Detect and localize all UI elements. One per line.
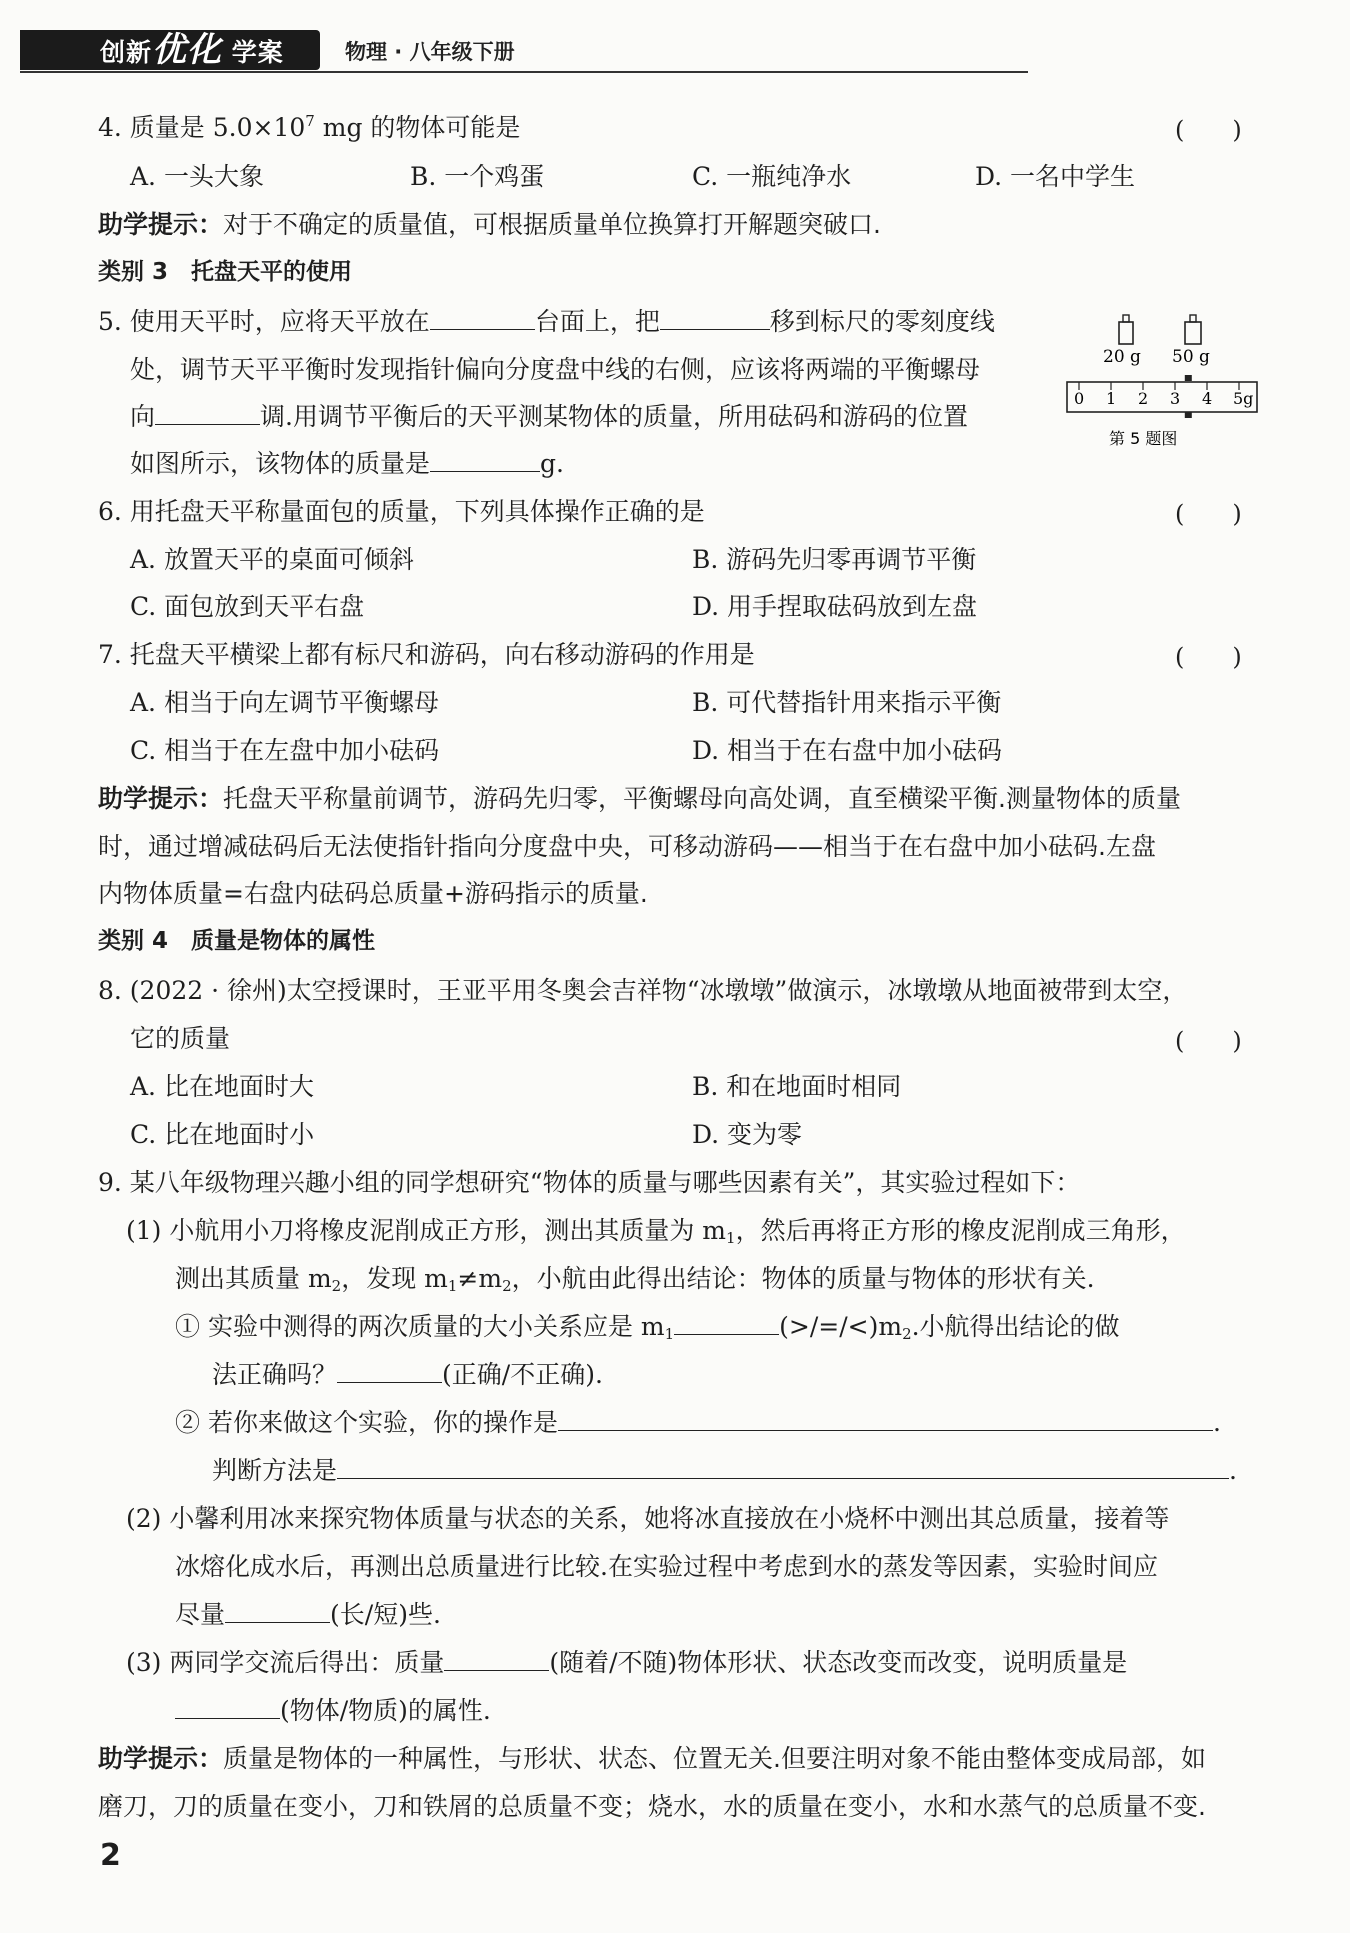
scale-ruler bbox=[1067, 382, 1257, 412]
q8-option-c: C. 比在地面时小 bbox=[130, 1120, 315, 1149]
hint-2-label: 助学提示： bbox=[98, 784, 224, 813]
q9-sub: 1 bbox=[726, 1229, 736, 1247]
q5-blank-4[interactable] bbox=[430, 449, 540, 472]
q9-part1-c2-line-1 bbox=[175, 1408, 1221, 1438]
rider-bottom-marker bbox=[1185, 412, 1192, 418]
q6-option-b: B. 游码先归零再调节平衡 bbox=[692, 545, 977, 574]
q9-sub: 2 bbox=[902, 1325, 912, 1343]
q4-option-d: D. 一名中学生 bbox=[975, 162, 1136, 191]
q4-stem-pre: 4. 质量是 5.0×10 bbox=[98, 113, 306, 142]
q8-option-b: B. 和在地面时相同 bbox=[692, 1072, 902, 1101]
scale-tick-label: 4 bbox=[1202, 389, 1213, 408]
q9-blank-time[interactable] bbox=[225, 1600, 330, 1623]
q9-text: (1) 小航用小刀将橡皮泥削成正方形，测出其质量为 m bbox=[126, 1216, 727, 1245]
q7-option-b: B. 可代替指针用来指示平衡 bbox=[692, 688, 1002, 717]
header-divider bbox=[20, 71, 1028, 73]
scale-ticks bbox=[1074, 382, 1253, 408]
q9-part1-c1-line-2 bbox=[212, 1360, 603, 1390]
q6-option-a: A. 放置天平的桌面可倾斜 bbox=[130, 545, 414, 574]
q9-part1-line-1 bbox=[126, 1216, 1186, 1246]
q9-part1-c2-line-2 bbox=[212, 1456, 1237, 1486]
q7-option-a: A. 相当于向左调节平衡螺母 bbox=[130, 688, 439, 717]
q9-text: ≠m bbox=[457, 1264, 503, 1293]
hint-3-line-1 bbox=[98, 1744, 1206, 1774]
q9-text: ① 实验中测得的两次质量的大小关系应是 m bbox=[175, 1312, 665, 1341]
hint-2-text: 托盘天平称量前调节，游码先归零，平衡螺母向高处调，直至横梁平衡.测量物体的质量 bbox=[223, 784, 1181, 813]
weight-20g-label: 20 g bbox=[1103, 347, 1141, 367]
q9-blank-property[interactable] bbox=[175, 1696, 280, 1719]
page-header bbox=[20, 30, 1040, 74]
q4-option-a: A. 一头大象 bbox=[130, 162, 264, 191]
page-number: 2 bbox=[100, 1838, 121, 1873]
q8-option-a: A. 比在地面时大 bbox=[130, 1072, 314, 1101]
q5-blank-1[interactable] bbox=[430, 307, 535, 330]
q9-text: ，发现 m bbox=[341, 1264, 448, 1293]
hint-2-line-3: 内物体质量=右盘内砝码总质量+游码指示的质量. bbox=[98, 879, 648, 908]
q9-text: 测出其质量 m bbox=[175, 1264, 332, 1293]
q6-stem: 6. 用托盘天平称量面包的质量，下列具体操作正确的是 bbox=[98, 497, 705, 526]
q4-option-b: B. 一个鸡蛋 bbox=[410, 162, 545, 191]
q5-text: 移到标尺的零刻度线 bbox=[769, 307, 995, 336]
hint-2-line-1 bbox=[98, 784, 1181, 814]
weight-50g-icon bbox=[1185, 315, 1201, 344]
weight-20g-icon bbox=[1119, 315, 1133, 344]
q8-option-d: D. 变为零 bbox=[692, 1120, 803, 1149]
q5-blank-3[interactable] bbox=[155, 402, 260, 425]
q9-blank-change[interactable] bbox=[444, 1648, 549, 1671]
q8-answer-paren: ( ) bbox=[1175, 1027, 1242, 1055]
q4-stem-exp: 7 bbox=[305, 112, 315, 130]
hint-1-label: 助学提示： bbox=[98, 210, 224, 239]
brand-emphasis: 优化 bbox=[152, 30, 223, 70]
figure-5-caption: 第 5 题图 bbox=[1109, 429, 1178, 448]
q9-text: . bbox=[1229, 1456, 1237, 1485]
brand-pre: 创新 bbox=[100, 38, 153, 67]
weight-50g-label: 50 g bbox=[1172, 347, 1210, 367]
q9-text: ② 若你来做这个实验，你的操作是 bbox=[175, 1408, 558, 1437]
hint-3-label: 助学提示： bbox=[98, 1744, 224, 1773]
brand-post: 学案 bbox=[231, 38, 284, 67]
q9-text: (长/短)些. bbox=[330, 1600, 441, 1629]
q9-sub: 1 bbox=[447, 1277, 458, 1295]
q9-text: (随着/不随)物体形状、状态改变而改变，说明质量是 bbox=[549, 1648, 1128, 1677]
q6-option-d: D. 用手捏取砝码放到左盘 bbox=[692, 592, 978, 621]
q9-part2-line-2: 冰熔化成水后，再测出总质量进行比较.在实验过程中考虑到水的蒸发等因素，实验时间应 bbox=[175, 1552, 1158, 1581]
hint-3-text: 质量是物体的一种属性，与形状、状态、位置无关.但要注明对象不能由整体变成局部，如 bbox=[223, 1744, 1206, 1773]
subject-label: 物理 · 八年级下册 bbox=[345, 40, 515, 64]
scale-tick-label: 2 bbox=[1138, 389, 1149, 408]
q9-text: (物体/物质)的属性. bbox=[280, 1696, 491, 1725]
q9-blank-method[interactable] bbox=[337, 1456, 1229, 1479]
q7-option-d: D. 相当于在右盘中加小砝码 bbox=[692, 736, 1003, 765]
figure-5-balance-scale bbox=[1065, 302, 1265, 452]
q9-text: (正确/不正确). bbox=[442, 1360, 603, 1389]
q4-stem-post: mg 的物体可能是 bbox=[314, 113, 521, 142]
q5-blank-2[interactable] bbox=[660, 307, 770, 330]
q7-option-c: C. 相当于在左盘中加小砝码 bbox=[130, 736, 440, 765]
hint-3-line-2: 磨刀，刀的质量在变小，刀和铁屑的总质量不变；烧水，水的质量在变小，水和水蒸气的总质量不变. bbox=[98, 1792, 1206, 1821]
q9-text: ，然后再将正方形的橡皮泥削成三角形， bbox=[735, 1216, 1186, 1245]
q9-part2-line-1: (2) 小馨利用冰来探究物体质量与状态的关系，她将冰直接放在小烧杯中测出其总质量，接着等 bbox=[126, 1504, 1170, 1533]
q5-text: 台面上，把 bbox=[534, 307, 660, 336]
q8-line-2: 它的质量 bbox=[130, 1024, 231, 1053]
q5-line-1 bbox=[98, 307, 995, 337]
q9-text: (3) 两同学交流后得出：质量 bbox=[126, 1648, 445, 1677]
category-3-heading: 类别 3 托盘天平的使用 bbox=[98, 259, 353, 285]
scale-tick-label: 5g bbox=[1233, 389, 1254, 408]
q6-answer-paren: ( ) bbox=[1175, 500, 1242, 528]
q9-part3-line-2 bbox=[175, 1696, 491, 1726]
q5-line-2: 处，调节天平平衡时发现指针偏向分度盘中线的右侧，应该将两端的平衡螺母 bbox=[130, 355, 981, 384]
q9-part1-c1-line-1 bbox=[175, 1312, 1120, 1342]
scale-tick-label: 3 bbox=[1170, 389, 1181, 408]
q9-blank-correct[interactable] bbox=[337, 1360, 442, 1383]
q7-answer-paren: ( ) bbox=[1175, 643, 1242, 671]
q4-answer-paren: ( ) bbox=[1175, 116, 1242, 144]
q4-option-c: C. 一瓶纯净水 bbox=[692, 162, 852, 191]
q9-text: 判断方法是 bbox=[212, 1456, 338, 1485]
q9-part3-line-1 bbox=[126, 1648, 1127, 1678]
q5-text: 5. 使用天平时，应将天平放在 bbox=[98, 307, 430, 336]
q9-text: 法正确吗？ bbox=[212, 1360, 338, 1389]
brand-banner bbox=[20, 30, 320, 70]
q9-sub: 1 bbox=[664, 1325, 675, 1343]
q9-sub: 2 bbox=[502, 1277, 512, 1295]
q9-text: 尽量 bbox=[175, 1600, 226, 1629]
q9-part1-line-2 bbox=[175, 1264, 1095, 1294]
q9-text: ，小航由此得出结论：物体的质量与物体的形状有关. bbox=[511, 1264, 1095, 1293]
scale-tick-label: 1 bbox=[1106, 389, 1117, 408]
q9-part2-line-3 bbox=[175, 1600, 441, 1630]
q9-stem: 9. 某八年级物理兴趣小组的同学想研究“物体的质量与哪些因素有关”，其实验过程如下： bbox=[98, 1168, 1081, 1197]
rider-top-marker bbox=[1185, 375, 1192, 381]
q5-text: 如图所示，该物体的质量是 bbox=[130, 449, 431, 478]
hint-2-line-2: 时，通过增减砝码后无法使指针指向分度盘中央，可移动游码——相当于在右盘中加小砝码.左盘 bbox=[98, 832, 1156, 861]
q5-line-3 bbox=[130, 402, 968, 432]
q8-line-1: 8. (2022 · 徐州)太空授课时，王亚平用冬奥会吉祥物“冰墩墩”做演示，冰墩墩从地面被带到太空， bbox=[98, 976, 1188, 1005]
q5-text: 调.用调节平衡后的天平测某物体的质量，所用砝码和游码的位置 bbox=[260, 402, 968, 431]
q9-sub: 2 bbox=[331, 1277, 342, 1295]
hint-1-text: 对于不确定的质量值，可根据质量单位换算打开解题突破口. bbox=[223, 210, 881, 239]
q7-stem: 7. 托盘天平横梁上都有标尺和游码，向右移动游码的作用是 bbox=[98, 640, 755, 669]
hint-1 bbox=[98, 210, 881, 240]
scale-tick-label: 0 bbox=[1074, 389, 1085, 408]
q9-blank-operation[interactable] bbox=[558, 1408, 1213, 1431]
q5-text: g. bbox=[540, 449, 564, 478]
q5-line-4 bbox=[130, 449, 564, 479]
q9-text: (>/=/<)m bbox=[779, 1312, 903, 1341]
q9-text: .小航得出结论的做 bbox=[911, 1312, 1120, 1341]
q4-stem bbox=[98, 113, 520, 143]
q9-text: . bbox=[1212, 1408, 1221, 1437]
q9-blank-compare[interactable] bbox=[674, 1312, 779, 1335]
q6-option-c: C. 面包放到天平右盘 bbox=[130, 592, 365, 621]
category-4-heading: 类别 4 质量是物体的属性 bbox=[98, 928, 376, 954]
q5-text: 向 bbox=[130, 402, 156, 431]
